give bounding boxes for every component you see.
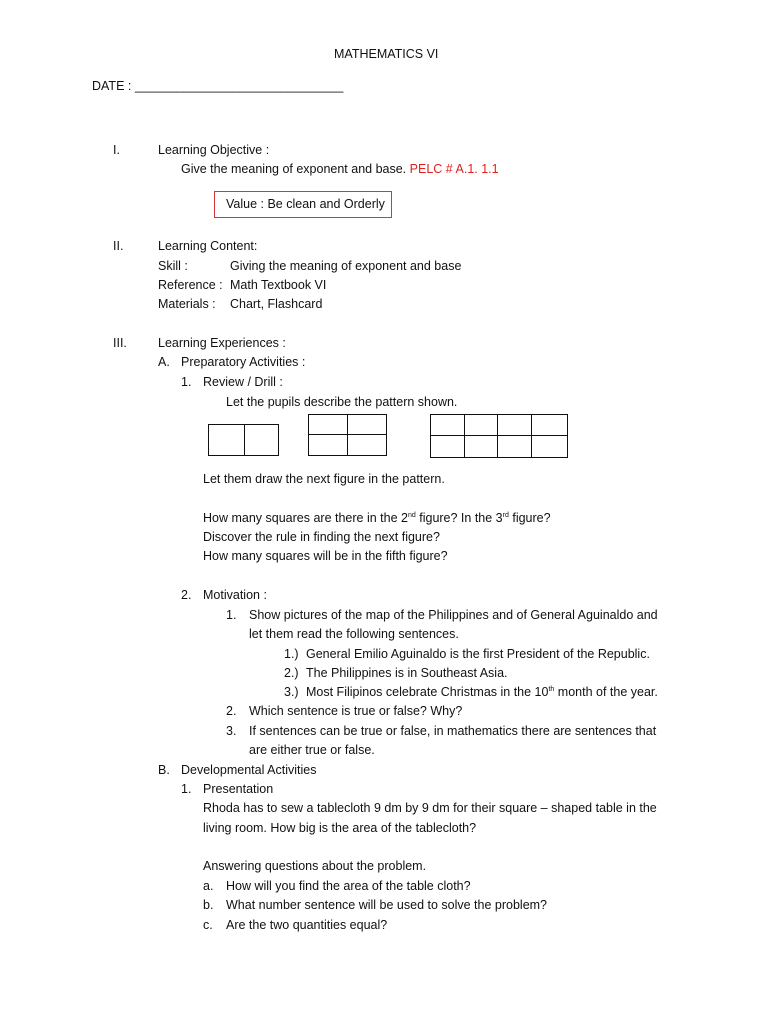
motivation-item-3-line-1: If sentences can be true or false, in mathematics there are sentences that (249, 724, 657, 738)
review-title: Review / Drill : (203, 375, 283, 389)
reference-label: Reference : (158, 278, 223, 292)
motivation-item-1-number: 1. (226, 608, 237, 622)
sentence-text: month of the year. (554, 685, 658, 699)
section-3-numeral: III. (113, 336, 127, 350)
grid-cell (431, 436, 465, 458)
skill-value: Giving the meaning of exponent and base (230, 259, 462, 273)
ordinal-suffix: th (548, 686, 555, 693)
grid-cell (498, 415, 532, 436)
pelc-code: PELC # A.1. 1.1 (409, 162, 499, 176)
motivation-title: Motivation : (203, 588, 267, 602)
question-b-letter: b. (203, 898, 214, 912)
question-a-letter: a. (203, 879, 214, 893)
grid-cell (532, 415, 568, 436)
motivation-item-3-number: 3. (226, 724, 237, 738)
question-c-letter: c. (203, 918, 213, 932)
objective-text: Give the meaning of exponent and base. (181, 162, 407, 176)
subsection-a-letter: A. (158, 355, 170, 369)
value-box: Value : Be clean and Orderly (214, 191, 392, 218)
question-squares (203, 510, 551, 526)
sentence-2-number: 2.) (284, 666, 299, 680)
sentence-1-number: 1.) (284, 647, 299, 661)
section-2-heading: Learning Content: (158, 239, 258, 253)
question-text: figure? In the 3 (415, 511, 503, 525)
presentation-title: Presentation (203, 782, 274, 796)
section-2-numeral: II. (113, 239, 124, 253)
review-number: 1. (181, 375, 192, 389)
motivation-item-1-line-2: let them read the following sentences. (249, 627, 459, 641)
grid-cell (309, 435, 348, 456)
subsection-a-title: Preparatory Activities : (181, 355, 306, 369)
materials-value: Chart, Flashcard (230, 297, 323, 311)
pattern-figure-3 (430, 414, 568, 458)
draw-next-instruction: Let them draw the next figure in the pattern. (203, 472, 445, 486)
sentence-1: General Emilio Aguinaldo is the first President of the Republic. (306, 647, 650, 661)
problem-line-2: living room. How big is the area of the tablecloth? (203, 821, 477, 835)
ordinal-suffix: nd (407, 512, 416, 519)
question-fifth-figure: How many squares will be in the fifth figure? (203, 549, 448, 563)
sentence-2: The Philippines is in Southeast Asia. (306, 666, 508, 680)
question-text: How many squares are there in the 2 (203, 511, 408, 525)
section-1-heading: Learning Objective : (158, 143, 270, 157)
pattern-figure-2 (308, 414, 387, 456)
section-1-numeral: I. (113, 143, 120, 157)
date-line: DATE : ______________________________ (92, 79, 344, 93)
motivation-item-1-line-1: Show pictures of the map of the Philippines and of General Aguinaldo and (249, 608, 658, 622)
grid-cell (348, 415, 387, 435)
sentence-text: Most Filipinos celebrate Christmas in the 10 (306, 685, 549, 699)
grid-cell (348, 435, 387, 456)
grid-cell (431, 415, 465, 436)
grid-cell (309, 415, 348, 435)
sentence-3-number: 3.) (284, 685, 299, 699)
section-3-heading: Learning Experiences : (158, 336, 286, 350)
subsection-b-title: Developmental Activities (181, 763, 317, 777)
ordinal-suffix: rd (502, 512, 509, 519)
question-text: figure? (508, 511, 551, 525)
problem-line-1: Rhoda has to sew a tablecloth 9 dm by 9 dm for their square – shaped table in the (203, 801, 657, 815)
grid-cell (498, 436, 532, 458)
grid-cell (465, 436, 498, 458)
motivation-number: 2. (181, 588, 192, 602)
motivation-item-2-number: 2. (226, 704, 237, 718)
motivation-item-2: Which sentence is true or false? Why? (249, 704, 463, 718)
grid-cell (532, 436, 568, 458)
grid-cell (209, 425, 245, 456)
answering-questions: Answering questions about the problem. (203, 859, 427, 873)
review-instruction: Let the pupils describe the pattern shown. (226, 395, 458, 409)
question-a: How will you find the area of the table cloth? (226, 879, 471, 893)
presentation-number: 1. (181, 782, 192, 796)
sentence-3 (306, 684, 658, 700)
skill-label: Skill : (158, 259, 188, 273)
page-title: MATHEMATICS VI (334, 47, 439, 61)
question-c: Are the two quantities equal? (226, 918, 388, 932)
materials-label: Materials : (158, 297, 216, 311)
pattern-figure-1 (208, 424, 279, 456)
reference-value: Math Textbook VI (230, 278, 327, 292)
question-b: What number sentence will be used to solve the problem? (226, 898, 548, 912)
question-rule: Discover the rule in finding the next figure? (203, 530, 440, 544)
objective-line (181, 161, 499, 177)
motivation-item-3-line-2: are either true or false. (249, 743, 375, 757)
subsection-b-letter: B. (158, 763, 170, 777)
grid-cell (245, 425, 279, 456)
grid-cell (465, 415, 498, 436)
